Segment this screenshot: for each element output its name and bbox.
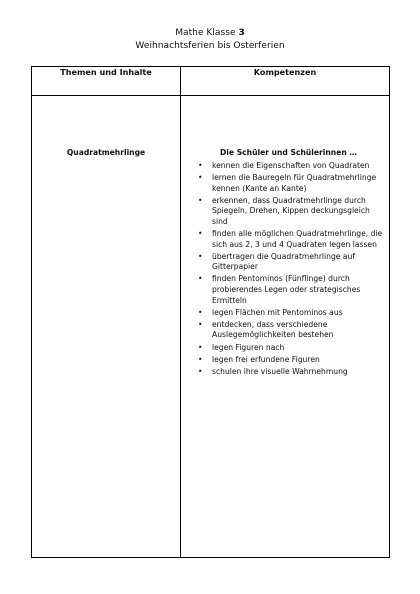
table-body-row [32,96,390,558]
competency-item [197,252,383,273]
competencies-intro: Die Schüler und Schülerinnen … [220,148,358,157]
topic-label: Quadratmehrlinge [66,148,146,157]
table-header-row [32,67,390,96]
competency-text: lernen die Bauregeln für Quadratmehrlinge kennen (Kante an Kante) [212,173,377,193]
competencies-cell [181,96,390,558]
column-header-topics: Themen und Inhalte [32,67,181,96]
competency-item [197,196,383,228]
competency-text: übertragen die Quadratmehrlinge auf Gitterpapier [212,251,356,272]
competency-text: legen Flächen mit Pentominos aus [212,307,343,317]
competency-text: legen frei erfundene Figuren [212,354,320,364]
bullet-icon: • [198,307,203,317]
competency-text: erkennen, dass Quadratmehrlinge durch Spiegeln, Drehen, Kippen deckungsgleich sind [212,195,370,226]
bullet-icon: • [198,354,203,364]
document-header [0,27,420,52]
bullet-icon: • [198,342,203,352]
competency-item [197,229,383,250]
competency-item [197,308,383,319]
competency-text: finden alle möglichen Quadratmehrlinge, die sich aus 2, 3 und 4 Quadraten legen lassen [212,229,383,249]
bullet-icon: • [198,173,203,183]
competency-text: finden Pentominos (Fünflinge) durch probierendes Legen oder strategisches Ermitteln [212,274,361,305]
title-grade: 3 [238,28,245,38]
competency-text: schulen ihre visuelle Wahrnehmung [212,366,348,376]
bullet-icon: • [198,195,203,205]
title-prefix: Mathe Klasse [175,28,239,38]
bullet-icon: • [198,366,203,376]
bullet-icon: • [198,319,203,329]
competency-text: kennen die Eigenschaften von Quadraten [212,161,370,170]
competencies-list [197,161,383,377]
topic-cell [32,96,181,558]
competency-item [197,161,383,172]
bullet-icon: • [198,251,203,261]
competency-text: legen Figuren nach [212,342,285,352]
competency-item [197,320,383,341]
column-header-competencies: Kompetenzen [181,67,390,96]
bullet-icon: • [198,274,203,284]
bullet-icon: • [198,229,203,239]
document-subtitle: Weihnachtsferien bis Osterferien [135,40,285,51]
competency-item [197,173,383,194]
document-title [0,27,420,40]
competency-item [197,343,383,354]
curriculum-table [31,66,390,558]
competency-item [197,355,383,366]
bullet-icon: • [198,161,203,170]
competency-item [197,367,383,378]
competency-item [197,274,383,306]
competency-text: entdecken, dass verschiedene Auslegemöglichkeiten bestehen [212,319,334,340]
